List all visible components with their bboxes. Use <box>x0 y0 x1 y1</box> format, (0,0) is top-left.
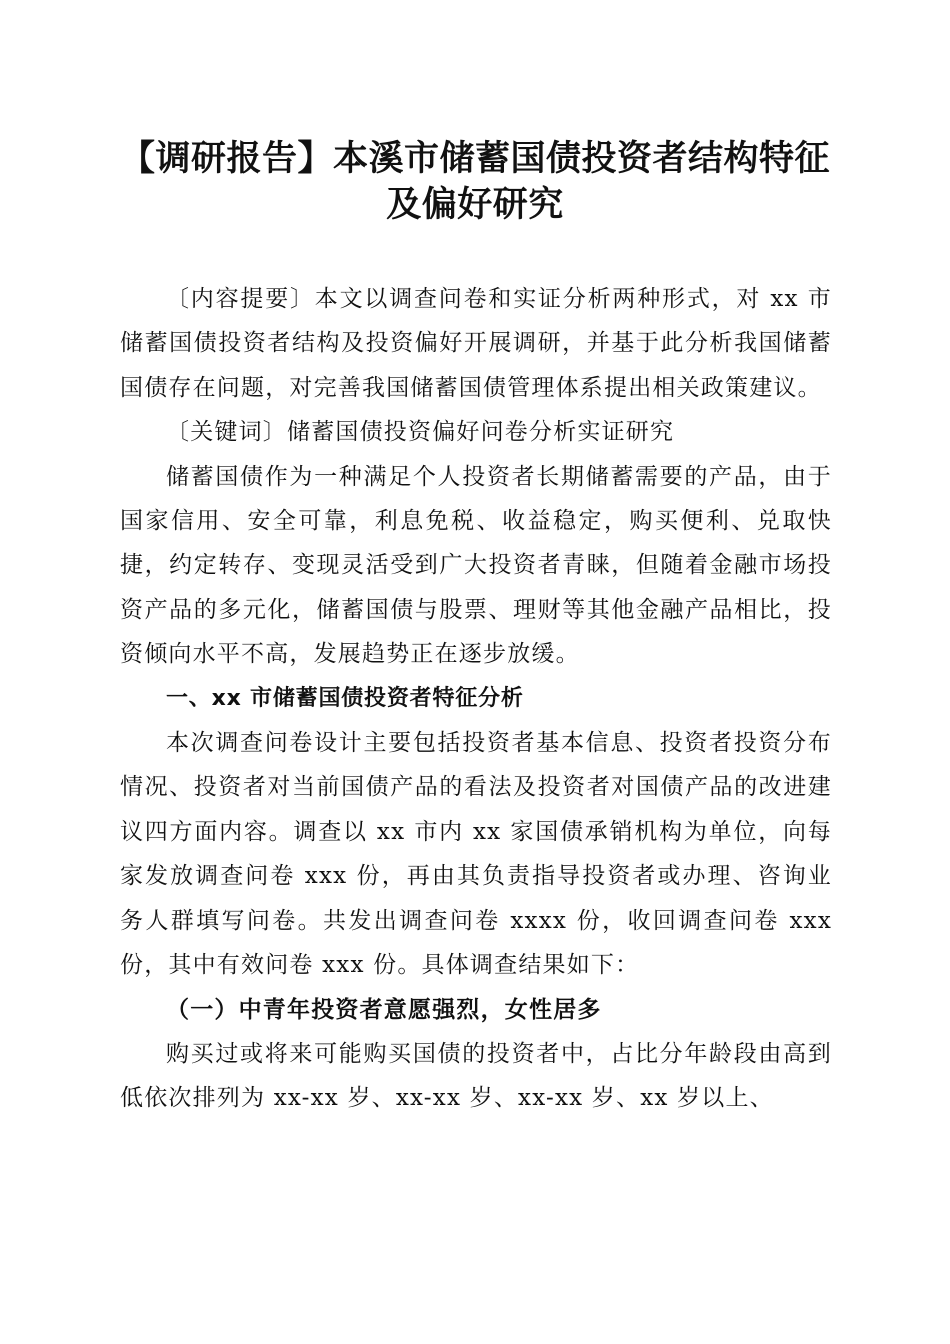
section-1-heading: 一、xx 市储蓄国债投资者特征分析 <box>166 685 524 711</box>
abstract-paragraph: 〔内容提要〕本文以调查问卷和实证分析两种形式，对 xx 市储蓄国债投资者结构及投资偏好开展调研，并基于此分析我国储蓄国债存在问题，对完善我国储蓄国债管理体系提出相关政策建议。 <box>120 286 832 401</box>
subsection-1-heading: （一）中青年投资者意愿强烈，女性居多 <box>166 995 602 1023</box>
intro-paragraph: 储蓄国债作为一种满足个人投资者长期储蓄需要的产品，由于国家信用、安全可靠，利息免税、收益稳定，购买便利、兑取快捷，约定转存、变现灵活受到广大投资者青睐，但随着金融市场投资产品的多元化，储蓄国债与股票、理财等其他金融产品相比，投资倾向水平不高，发展趋势正在逐步放缓。 <box>120 463 832 668</box>
document-body <box>120 277 832 1121</box>
keywords-line: 〔关键词〕储蓄国债投资偏好问卷分析实证研究 <box>166 419 675 446</box>
document-title-line-2: 及偏好研究 <box>386 185 564 225</box>
document-title-line-1: 【调研报告】本溪市储蓄国债投资者结构特征 <box>119 139 830 179</box>
subsection-1-paragraph: 购买过或将来可能购买国债的投资者中，占比分年龄段由高到低依次排列为 xx-xx 岁、xx-xx 岁、xx-xx 岁、xx 岁以上、 <box>120 1040 832 1112</box>
section-1-paragraph: 本次调查问卷设计主要包括投资者基本信息、投资者投资分布情况、投资者对当前国债产品的看法及投资者对国债产品的改进建议四方面内容。调查以 xx 市内 xx 家国债承销机构为单位，向每家发放调查问卷 xxx 份，再由其负责指导投资者或办理、咨询业务人群填写问卷。共发出调查问卷 xxxx 份，收回调查问卷 xxx 份，其中有效问卷 xxx 份。具体调查结果如下： <box>120 730 832 979</box>
